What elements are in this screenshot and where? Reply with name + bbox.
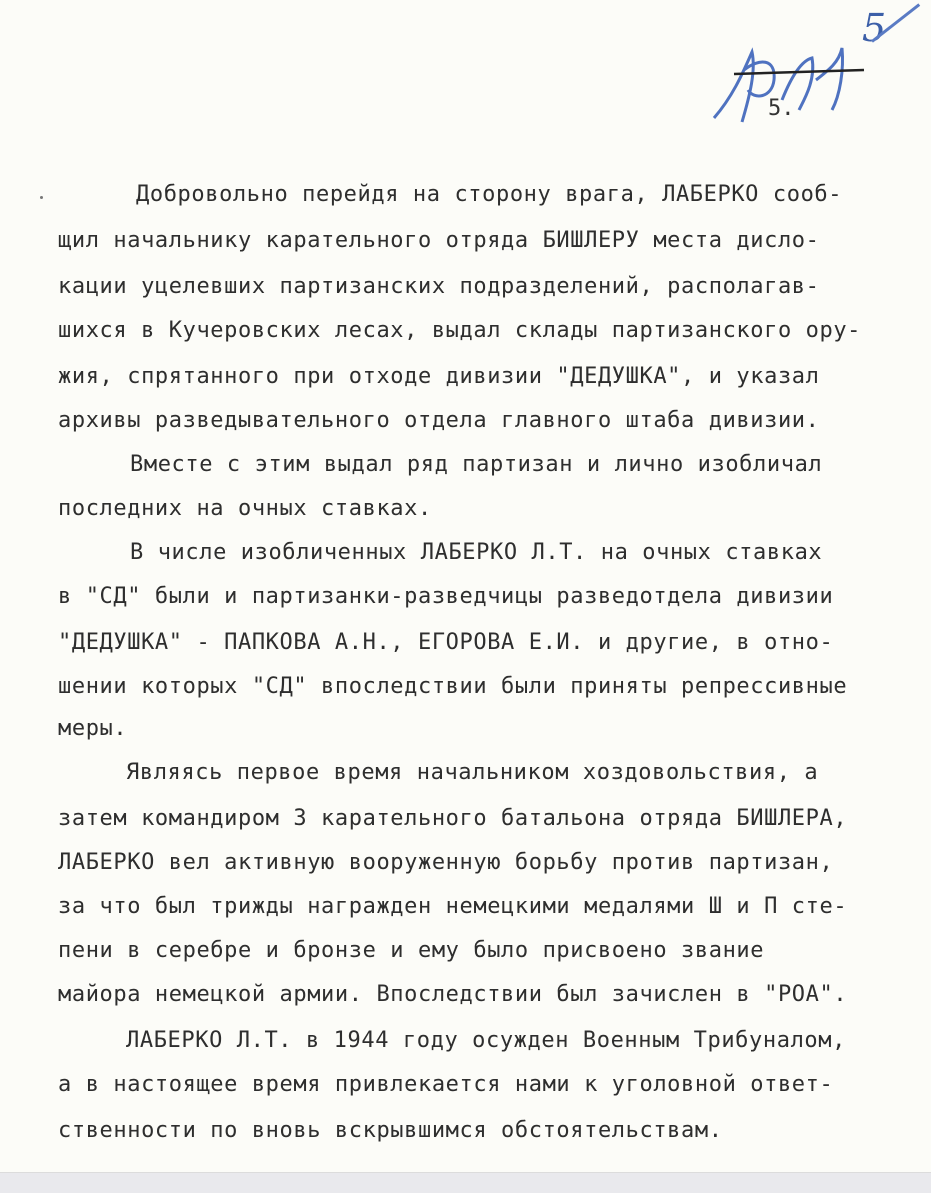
- paper-speck: [40, 196, 43, 199]
- typed-page-number: 5.: [768, 96, 795, 121]
- handwritten-page-number: 5: [862, 6, 887, 50]
- text-line-22: ственности по вновь вскрывшимся обстоятельствам.: [58, 1118, 723, 1143]
- text-line-6: архивы разведывательного отдела главного штаба дивизии.: [58, 408, 820, 433]
- text-line-16: ЛАБЕРКО вел активную вооруженную борьбу против партизан,: [58, 850, 834, 875]
- text-line-11: "ДЕДУШКА" - ПАПКОВА А.Н., ЕГОРОВА Е.И. и другие, в отно-: [58, 630, 834, 655]
- text-line-7: Вместе с этим выдал ряд партизан и лично изобличал: [130, 452, 823, 477]
- text-line-18: пени в серебре и бронзе и ему было присвоено звание: [58, 938, 765, 963]
- text-line-12: шении которых "СД" впоследствии были приняты репрессивные: [58, 674, 848, 699]
- text-line-1: Добровольно перейдя на сторону врага, ЛАБЕРКО сооб-: [136, 182, 843, 207]
- text-line-13: меры.: [58, 716, 128, 741]
- text-line-19: майора немецкой армии. Впоследствии был зачислен в "РОА".: [58, 982, 848, 1007]
- text-line-2: щил начальнику карательного отряда БИШЛЕРУ места дисло-: [58, 228, 820, 253]
- text-line-4: шихся в Кучеровских лесах, выдал склады партизанского ору-: [58, 318, 862, 343]
- text-line-10: в "СД" были и партизанки-разведчицы разведотдела дивизии: [58, 584, 834, 609]
- text-line-9: В числе изобличенных ЛАБЕРКО Л.Т. на очных ставках: [130, 540, 823, 565]
- text-line-15: затем командиром 3 карательного батальона отряда БИШЛЕРА,: [58, 806, 848, 831]
- text-line-3: кации уцелевших партизанских подразделений, располагав-: [58, 274, 820, 299]
- viewer-bottom-strip: [0, 1172, 931, 1193]
- text-line-17: за что был трижды награжден немецкими медалями Ш и П сте-: [58, 894, 848, 919]
- text-line-20: ЛАБЕРКО Л.Т. в 1944 году осужден Военным Трибуналом,: [126, 1028, 846, 1053]
- text-line-21: а в настоящее время привлекается нами к уголовной ответ-: [58, 1072, 834, 1097]
- text-line-5: жия, спрятанного при отходе дивизии "ДЕДУШКА", и указал: [58, 364, 820, 389]
- text-line-8: последних на очных ставках.: [58, 496, 432, 521]
- text-line-14: Являясь первое время начальником хоздовольствия, а: [126, 760, 819, 785]
